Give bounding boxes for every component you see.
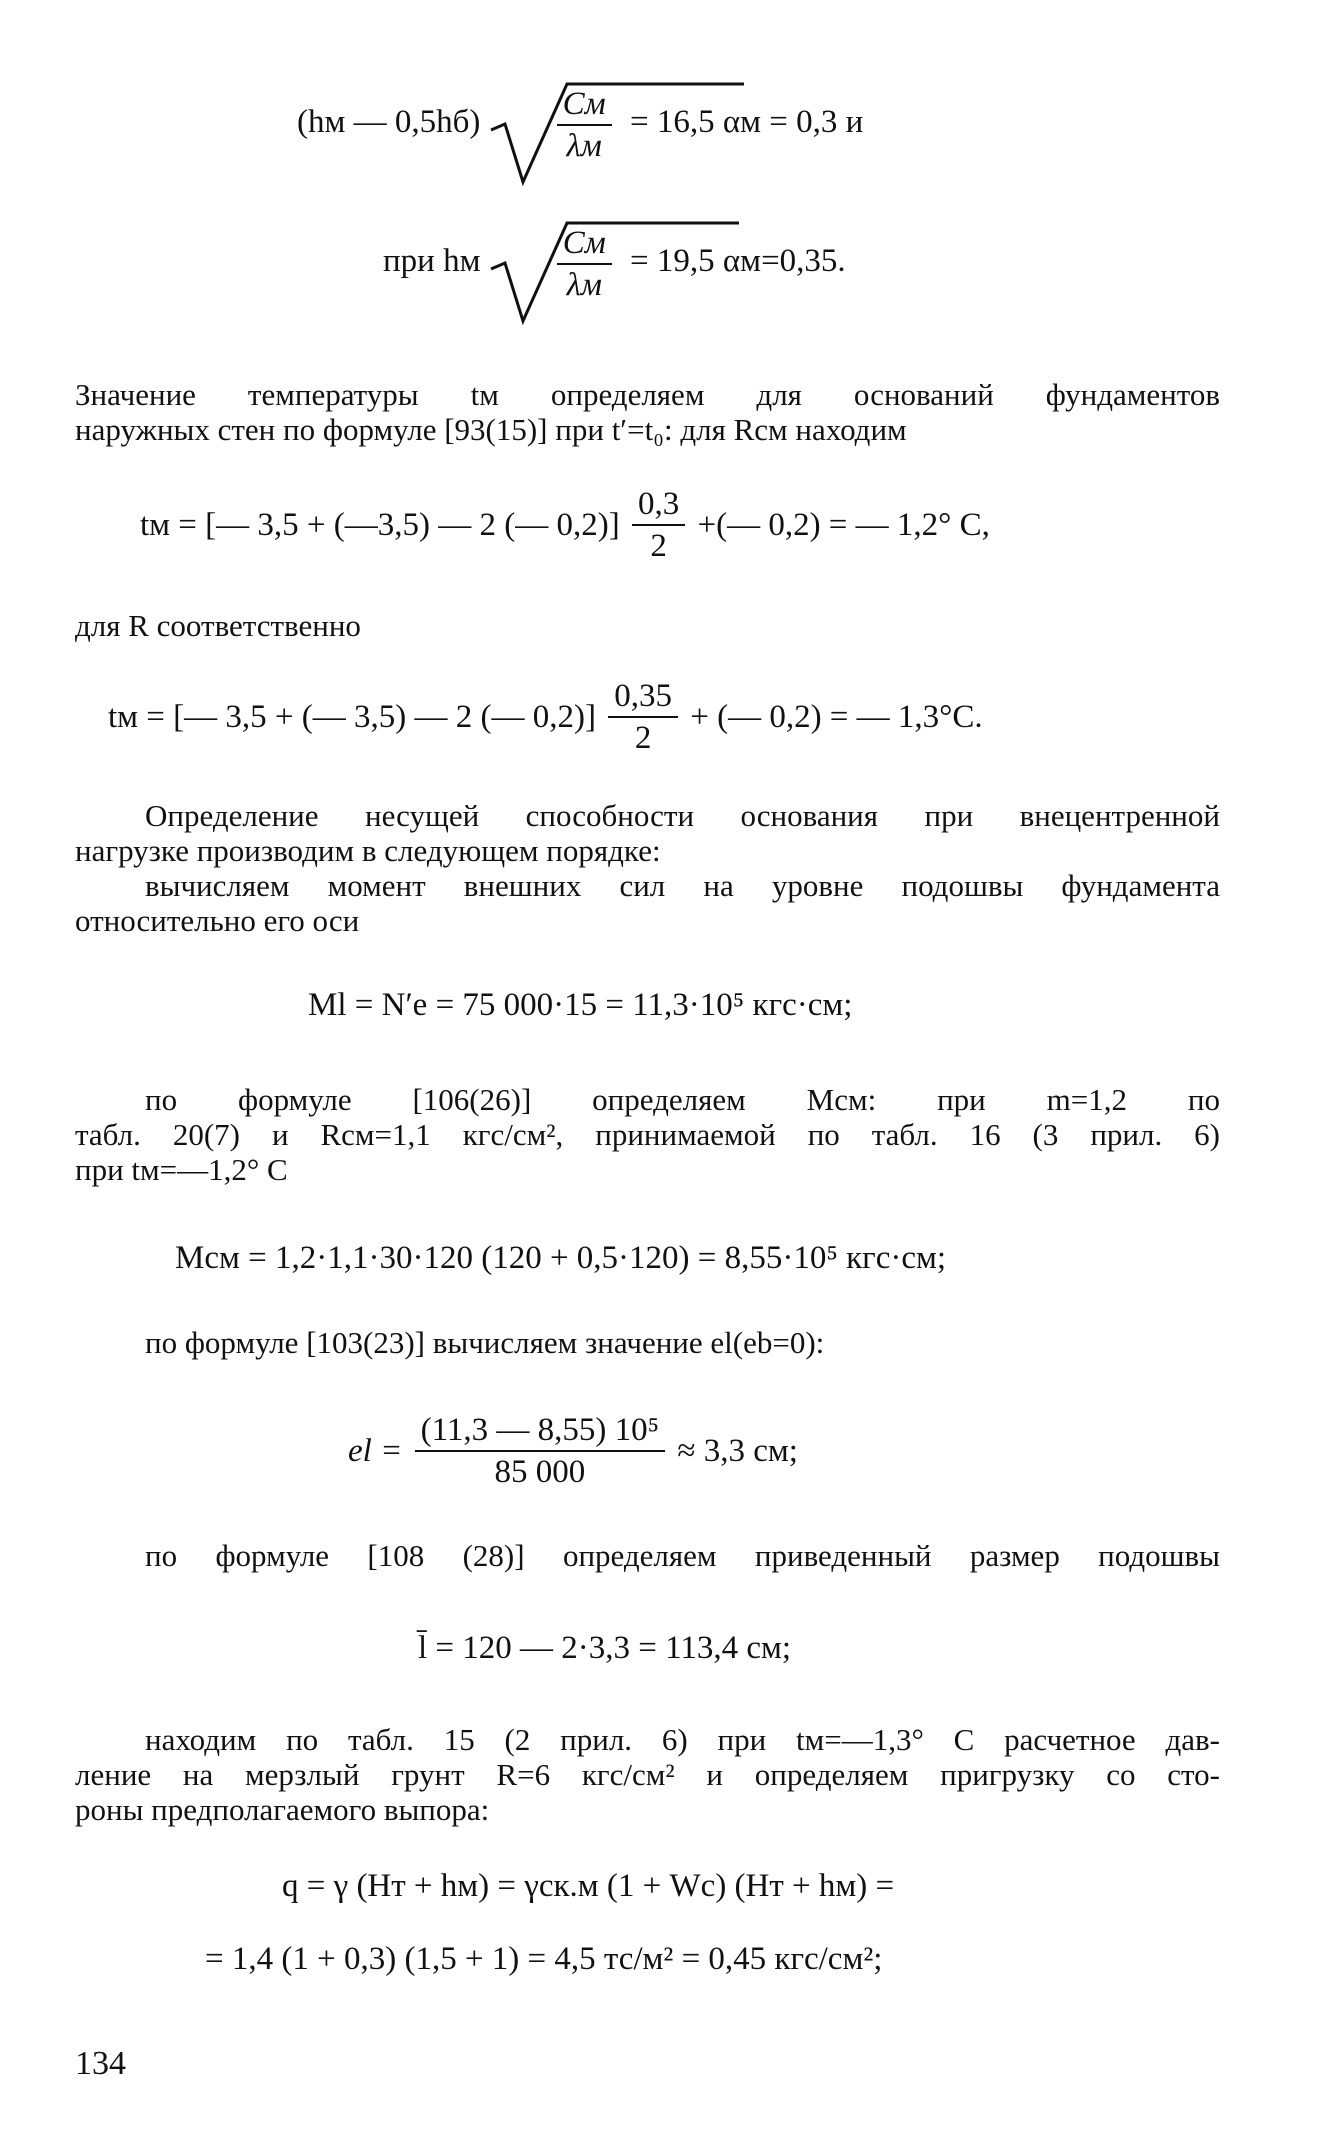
- fraction-4-numerator: 0,35: [608, 676, 678, 718]
- equation-10-text: = 1,4 (1 + 0,3) (1,5 + 1) = 4,5 тс/м² = 0,45 кгс/см²;: [205, 1941, 883, 1977]
- equation-1-lhs: (hм — 0,5hб): [297, 104, 481, 140]
- equation-4-rhs: + (— 0,2) = — 1,3°C.: [690, 699, 983, 735]
- equation-9-text: q = γ (Hт + hм) = γск.м (1 + Wc) (Hт + hм) =: [282, 1868, 895, 1904]
- paragraph-1-line-1: Значение температуры tм определяем для оснований фундаментов: [75, 377, 1220, 412]
- fraction-3-denominator: 2: [650, 528, 667, 564]
- equation-2-rhs: = 19,5 αм=0,35.: [630, 243, 846, 279]
- fraction-3-numerator: 0,3: [632, 484, 685, 526]
- equation-10: [205, 1939, 882, 1979]
- radical-2: [489, 217, 616, 305]
- radical-sign-icon: [489, 217, 749, 327]
- fraction-7-numerator: (11,3 — 8,55) 10⁵: [415, 1410, 666, 1452]
- equation-3: [140, 484, 990, 566]
- fraction-1-numerator: Cм: [557, 84, 612, 126]
- equation-6: [175, 1238, 946, 1278]
- paragraph-4-line-1: по формуле [106(26)] определяем Mсм: при m=1,2 по: [145, 1082, 1220, 1117]
- fraction-7-denominator: 85 000: [494, 1454, 586, 1490]
- paragraph-7-line-2: ление на мерзлый грунт R=6 кгс/см² и определяем пригрузку со сто-: [75, 1757, 1220, 1792]
- equation-6-text: Mсм = 1,2·1,1·30·120 (120 + 0,5·120) = 8,55·10⁵ кгс·см;: [175, 1240, 947, 1276]
- paragraph-1-line-2: наружных стен по формуле [93(15)] при t′=t₀: для Rсм находим: [75, 412, 907, 447]
- paragraph-7-line-1: находим по табл. 15 (2 прил. 6) при tм=—1,3° C расчетное дав-: [145, 1722, 1220, 1757]
- paragraph-3-line-2: нагрузке производим в следующем порядке:: [75, 833, 661, 868]
- paragraph-7: [75, 1722, 1220, 1827]
- equation-1: [297, 78, 863, 166]
- paragraph-3-line-3: вычисляем момент внешних сил на уровне подошвы фундамента: [145, 868, 1220, 903]
- equation-5-text: Ml = N′e = 75 000·15 = 11,3·10⁵ кгс·см;: [308, 987, 853, 1023]
- paragraph-6-line-1: по формуле [108 (28)] определяем приведенный размер подошвы: [145, 1538, 1220, 1573]
- equation-7-lhs: el =: [348, 1433, 403, 1469]
- radical-sign-icon: [489, 78, 749, 188]
- paragraph-7-line-3: роны предполагаемого выпора:: [75, 1792, 490, 1827]
- equation-1-rhs: = 16,5 αм = 0,3 и: [629, 104, 864, 140]
- equation-8-text: l̄ = 120 — 2·3,3 = 113,4 см;: [418, 1630, 792, 1666]
- equation-4-lhs: tм = [— 3,5 + (— 3,5) — 2 (— 0,2)]: [108, 699, 596, 735]
- equation-7-rhs: ≈ 3,3 см;: [677, 1433, 798, 1469]
- fraction-3: [632, 484, 685, 566]
- equation-5: [308, 985, 852, 1025]
- equation-9: [282, 1866, 894, 1906]
- equation-2: [383, 217, 846, 305]
- fraction-7: [415, 1410, 666, 1492]
- paragraph-4: [75, 1082, 1220, 1187]
- paragraph-2: [75, 608, 1220, 643]
- paragraph-5: [75, 1325, 1220, 1360]
- fraction-4-denominator: 2: [634, 720, 652, 756]
- paragraph-4-line-3: при tм=—1,2° C: [75, 1152, 288, 1187]
- paragraph-2-line-1: для R соответственно: [75, 608, 361, 643]
- paragraph-4-line-2: табл. 20(7) и Rсм=1,1 кгс/см², принимаемой по табл. 16 (3 прил. 6): [75, 1117, 1220, 1152]
- paragraph-3: [75, 798, 1220, 938]
- equation-7: [348, 1410, 798, 1492]
- fraction-2-numerator: Cм: [557, 223, 612, 265]
- paragraph-3-line-1: Определение несущей способности основания при внецентренной: [145, 798, 1220, 833]
- page-number: 134: [75, 2045, 126, 2082]
- equation-3-rhs: +(— 0,2) = — 1,2° C,: [697, 507, 990, 543]
- paragraph-6: [75, 1538, 1220, 1573]
- equation-2-lhs: при hм: [383, 243, 481, 279]
- fraction-2-denominator: λм: [566, 267, 602, 303]
- fraction-4: [608, 676, 678, 758]
- fraction-1-denominator: λм: [566, 128, 602, 164]
- paragraph-3-line-4: относительно его оси: [75, 903, 360, 938]
- equation-3-lhs: tм = [— 3,5 + (—3,5) — 2 (— 0,2)]: [140, 507, 620, 543]
- equation-4: [108, 676, 983, 758]
- paragraph-5-line-1: по формуле [103(23)] вычисляем значение el(eb=0):: [145, 1325, 825, 1360]
- equation-8: [418, 1628, 791, 1668]
- radical-1: [489, 78, 616, 166]
- paragraph-1: [75, 377, 1220, 447]
